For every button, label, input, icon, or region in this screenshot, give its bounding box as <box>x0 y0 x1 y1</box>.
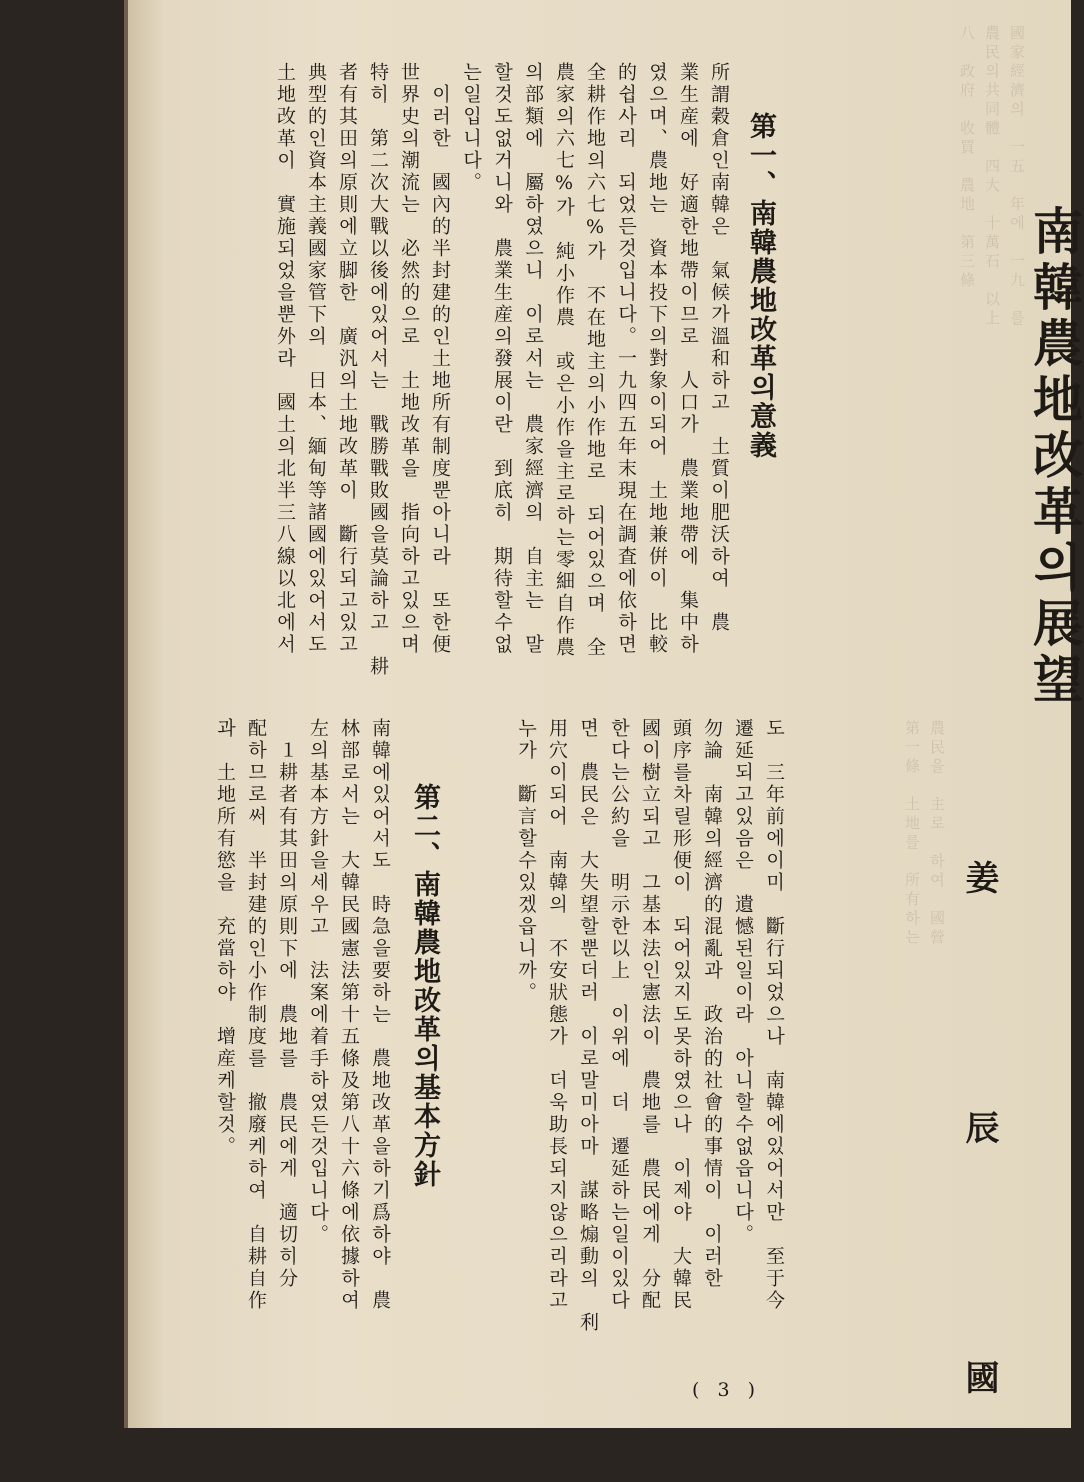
body-text-line: 全耕作地의六七%가 不在地主의小作地로 되어있으며 全 <box>584 62 606 659</box>
body-text-line: 左의基本方針을세우고 法案에着手하였든것입니다。 <box>307 718 329 1246</box>
body-text-line: 는일입니다。 <box>460 62 482 194</box>
body-text-line: 的쉽사리 되었든것입니다。一九四五年末現在調査에依하면 <box>615 62 637 656</box>
body-text-line: 이러한 國內的半封建的인土地所有制度뿐아니라 또한便 <box>429 62 451 656</box>
bleed-through-text: 農民을 主로 하여 國營 <box>928 720 946 948</box>
section-heading: 第二、南韓農地改革의基本方針 <box>409 783 440 1189</box>
body-text-line: 면 農民은 大失望할뿐더러 이로말미아마 謀略煽動의 利 <box>577 718 599 1334</box>
bleed-through-text: 八 政府 收買 農地 第三條 <box>958 25 976 291</box>
body-text-line: 였으며、農地는 資本投下의對象이되어 土地兼倂이 比較 <box>646 62 668 656</box>
body-text-line: 農家의六七%가 純小作農 或은小作을主로하는零細自作農 <box>553 62 575 659</box>
body-text-line: 業生産에 好適한地帶이므로 人口가 農業地帶에 集中하 <box>677 62 699 656</box>
body-text-line: 林部로서는 大韓民國憲法第十五條及第八十六條에依據하여 <box>338 718 360 1312</box>
page-spine-shadow <box>124 0 128 1428</box>
body-text-line: 勿論 南韓의經濟的混亂과 政治的社會的事情이 이러한 <box>701 718 723 1290</box>
body-text-line: 土地改革이 實施되었을뿐外라 國土의北半三八線以北에서 <box>274 62 296 656</box>
body-text-line: 南韓에있어서도 時急을要하는 農地改革을하기爲하야 農 <box>369 718 391 1312</box>
section-heading: 第一、南韓農地改革의意義 <box>745 112 776 460</box>
body-text-line: 의部類에 屬하였으니 이로서는 農家經濟의 自主는 말 <box>522 62 544 656</box>
body-text-line: 世界史의潮流는 必然的으로 土地改革을 指向하고있으며 <box>398 62 420 656</box>
body-text-line: 用穴이되어 南韓의 不安狀態가 더욱助長되지않으리라고 <box>546 718 568 1312</box>
body-text-line: 누가 斷言할수있겠읍니까。 <box>515 718 537 1004</box>
body-text-line: 頭序를차릴形便이 되어있지도못하였으나 이제야 大韓民 <box>670 718 692 1312</box>
document-page <box>124 0 1084 1482</box>
body-text-line: 所謂穀倉인南韓은 氣候가溫和하고 土質이肥沃하여 農 <box>708 62 730 634</box>
page-number: ( 3 ) <box>692 1379 761 1401</box>
body-text-line: 國이樹立되고 그基本法인憲法이 農地를 農民에게 分配 <box>639 718 661 1312</box>
body-text-line: 配하므로써 半封建的인小作制度를 撤廢케하여 自耕自作 <box>245 718 267 1312</box>
bleed-through-text: 第一條 土地를 所有하는 <box>903 720 921 948</box>
bleed-through-text: 農民의共同體 四大 十萬石 以上 <box>983 25 1001 329</box>
body-text-line: 할것도없거니와 農業生産의發展이란 到底히 期待할수없 <box>491 62 513 656</box>
body-text-line: 特히 第二次大戰以後에있어서는 戰勝戰敗國을莫論하고 耕 <box>367 62 389 678</box>
author-name: 姜 辰 國 <box>959 860 999 1482</box>
body-text-line: 한다는公約을 明示한以上 이위에 더 遷延하는일이있다 <box>608 718 630 1312</box>
body-text-line: 과 土地所有慾을 充當하야 增産케할것。 <box>214 718 236 1158</box>
body-text-line: １耕者有其田의原則下에 農地를 農民에게 適切히分 <box>276 718 298 1290</box>
body-text-line: 者有其田의原則에立脚한 廣汎의土地改革이 斷行되고있고 <box>336 62 358 656</box>
body-text-line: 도 三年前에이미 斷行되었으나 南韓에있어서만 至于今 <box>763 718 785 1312</box>
article-title: 南韓農地改革의展望 <box>1025 205 1084 709</box>
bleed-through-text: 國家經濟의 一五 年에 一九 를 <box>1008 25 1026 329</box>
body-text-line: 遷延되고있음은 遺憾된일이라 아니할수없읍니다。 <box>732 718 754 1246</box>
body-text-line: 典型的인資本主義國家管下의 日本、緬甸等諸國에있어서도 <box>305 62 327 656</box>
